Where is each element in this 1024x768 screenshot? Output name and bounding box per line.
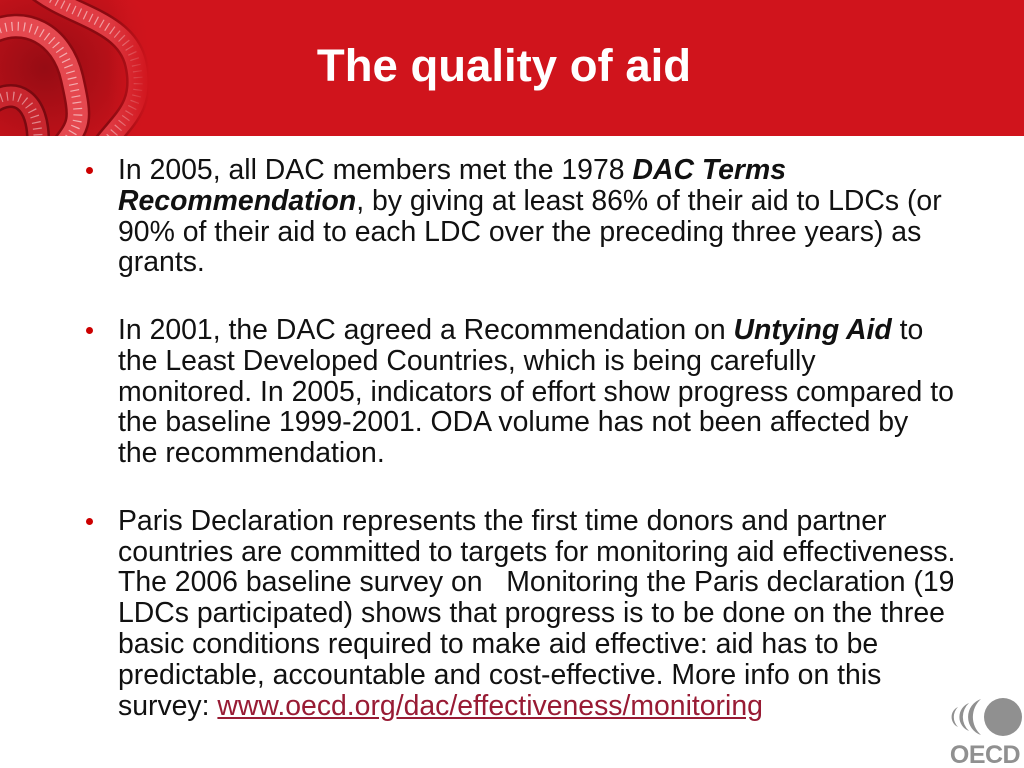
bullet-list bbox=[84, 155, 984, 721]
text-line bbox=[118, 346, 984, 377]
oecd-logo-icon bbox=[947, 693, 1023, 741]
bullet-text bbox=[118, 506, 984, 722]
text-run: 90% of their aid to each LDC over the preceding three years) as bbox=[118, 215, 922, 248]
text-run: The 2006 baseline survey on Monitoring the Paris declaration (19 bbox=[118, 566, 955, 599]
oecd-mark-shapes bbox=[952, 698, 1022, 736]
text-run: grants. bbox=[118, 246, 205, 279]
text-run: to bbox=[891, 313, 924, 346]
bullet-marker bbox=[86, 518, 93, 525]
text-run: survey: bbox=[118, 689, 218, 722]
text-run: In 2001, the DAC agreed a Recommendation on bbox=[118, 313, 734, 346]
text-run: predictable, accountable and cost-effective. More info on this bbox=[118, 658, 882, 691]
text-line bbox=[118, 407, 984, 438]
bullet-item-paris-declaration bbox=[84, 506, 984, 722]
oecd-logo-text: OECD bbox=[949, 741, 1021, 768]
text-line bbox=[118, 438, 984, 469]
crescent-medium bbox=[959, 703, 969, 731]
oecd-mark-graphic bbox=[947, 693, 1023, 741]
text-run: basic conditions required to make aid effective: aid has to be bbox=[118, 627, 879, 660]
text-run: the baseline 1999-2001. ODA volume has not been affected by bbox=[118, 406, 909, 439]
text-line bbox=[118, 377, 984, 408]
bullet-text bbox=[118, 155, 984, 278]
text-run: , by giving at least 86% of their aid to LDCs (or bbox=[356, 184, 942, 217]
text-line bbox=[118, 155, 984, 186]
text-line bbox=[118, 629, 984, 660]
text-line bbox=[118, 598, 984, 629]
text-line bbox=[118, 315, 984, 346]
text-run: monitored. In 2005, indicators of effort show progress compared to bbox=[118, 375, 954, 408]
text-run: Paris Declaration represents the first time donors and partner bbox=[118, 504, 887, 537]
header-band bbox=[0, 0, 1024, 136]
monitoring-link[interactable]: www.oecd.org/dac/effectiveness/monitoring bbox=[217, 689, 763, 722]
text-line bbox=[118, 186, 984, 217]
bullet-marker bbox=[86, 327, 93, 334]
emphasis-untying-aid: Untying Aid bbox=[733, 313, 892, 346]
text-run: In 2005, all DAC members met the 1978 bbox=[118, 154, 633, 186]
crescent-small bbox=[952, 707, 958, 727]
oecd-logo bbox=[947, 693, 1023, 768]
bullet-item-untying-aid bbox=[84, 315, 984, 469]
emphasis-dac-terms: DAC Terms bbox=[632, 154, 787, 186]
bullet-marker bbox=[86, 167, 93, 174]
crescent-large bbox=[968, 699, 981, 735]
text-line bbox=[118, 506, 984, 537]
text-run: LDCs participated) shows that progress is to be done on the three bbox=[118, 597, 945, 630]
globe-circle bbox=[984, 698, 1022, 736]
text-run: countries are committed to targets for monitoring aid effectiveness. bbox=[118, 535, 956, 568]
emphasis-recommendation: Recommendation bbox=[118, 184, 357, 217]
text-line bbox=[118, 691, 984, 722]
bullet-text bbox=[118, 315, 984, 469]
text-run: the recommendation. bbox=[118, 437, 385, 470]
text-line bbox=[118, 537, 984, 568]
text-line bbox=[118, 247, 984, 278]
slide-title: The quality of aid bbox=[316, 40, 692, 91]
text-run: the Least Developed Countries, which is being carefully bbox=[118, 344, 816, 377]
text-line bbox=[118, 567, 984, 598]
text-line bbox=[118, 660, 984, 691]
bullet-item-dac-terms bbox=[84, 155, 984, 278]
text-line bbox=[118, 217, 984, 248]
